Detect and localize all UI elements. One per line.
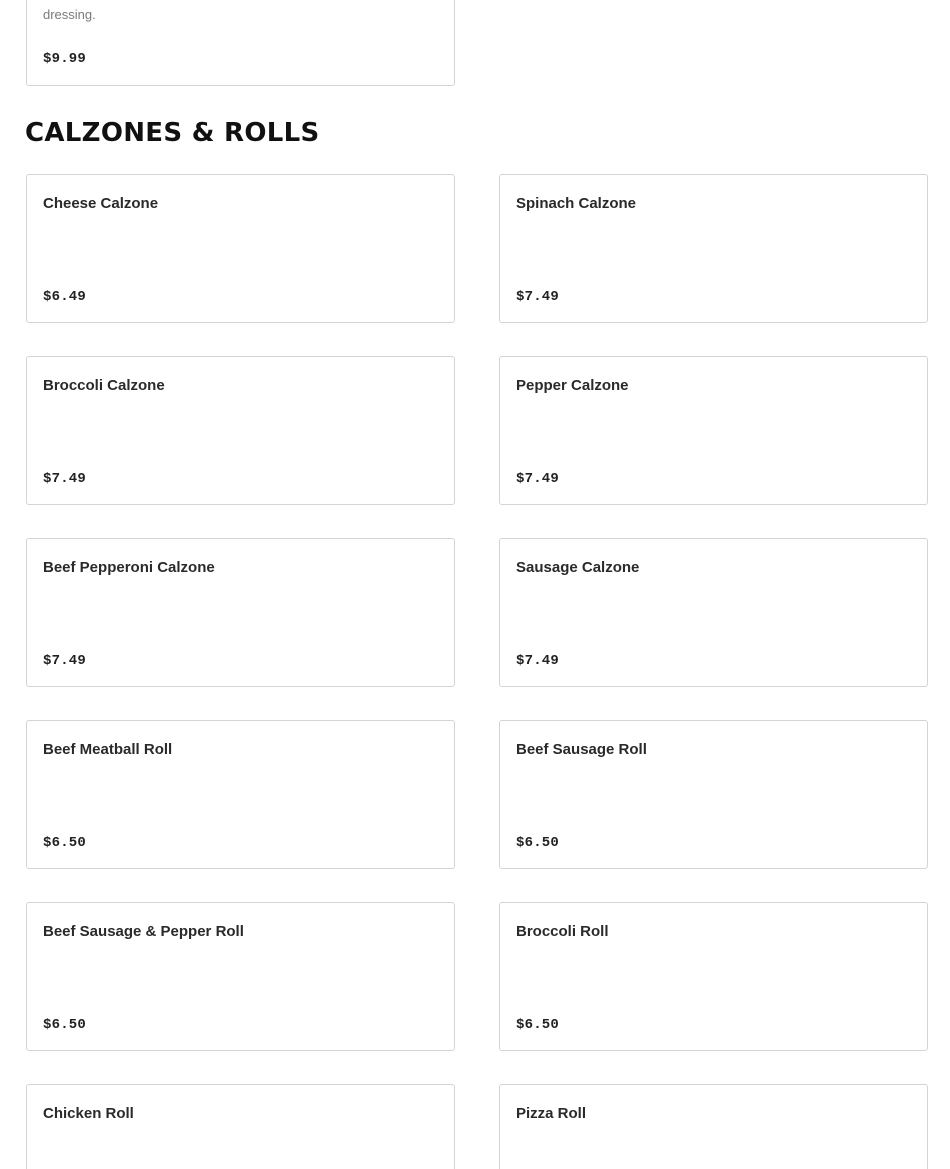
menu-item-card-previous[interactable] xyxy=(26,0,455,86)
item-name: Cheese Calzone xyxy=(43,195,159,212)
menu-item-card[interactable] xyxy=(499,538,928,687)
item-price: $6.50 xyxy=(516,835,560,851)
item-price: $7.49 xyxy=(43,653,87,669)
item-name: Broccoli Roll xyxy=(516,923,609,940)
item-name: Beef Pepperoni Calzone xyxy=(43,559,215,576)
menu-item-card[interactable] xyxy=(499,174,928,323)
item-price: $6.50 xyxy=(43,835,87,851)
item-name: Sausage Calzone xyxy=(516,559,640,576)
item-description: dressing. xyxy=(43,7,96,22)
section-title: CALZONES & ROLLS xyxy=(25,118,320,148)
item-name: Beef Meatball Roll xyxy=(43,741,173,758)
menu-item-card[interactable] xyxy=(26,902,455,1051)
item-price: $6.49 xyxy=(43,289,87,305)
menu-item-card[interactable] xyxy=(499,720,928,869)
menu-item-card[interactable] xyxy=(499,356,928,505)
menu-item-card[interactable] xyxy=(26,1084,455,1169)
item-price: $7.49 xyxy=(43,471,87,487)
item-name: Beef Sausage Roll xyxy=(516,741,647,758)
item-name: Spinach Calzone xyxy=(516,195,637,212)
menu-item-card[interactable] xyxy=(26,174,455,323)
item-price: $6.50 xyxy=(43,1017,87,1033)
item-price: $6.50 xyxy=(516,1017,560,1033)
menu-item-card[interactable] xyxy=(499,902,928,1051)
item-name: Chicken Roll xyxy=(43,1105,134,1122)
item-name: Pepper Calzone xyxy=(516,377,629,394)
item-name: Broccoli Calzone xyxy=(43,377,165,394)
item-name: Pizza Roll xyxy=(516,1105,587,1122)
menu-items-grid xyxy=(26,174,928,1169)
menu-item-card[interactable] xyxy=(499,1084,928,1169)
menu-item-card[interactable] xyxy=(26,720,455,869)
item-price: $7.49 xyxy=(516,653,560,669)
item-price: $7.49 xyxy=(516,471,560,487)
menu-item-card[interactable] xyxy=(26,356,455,505)
item-price: $7.49 xyxy=(516,289,560,305)
item-name: Beef Sausage & Pepper Roll xyxy=(43,923,244,940)
menu-item-card[interactable] xyxy=(26,538,455,687)
item-price: $9.99 xyxy=(43,51,87,67)
